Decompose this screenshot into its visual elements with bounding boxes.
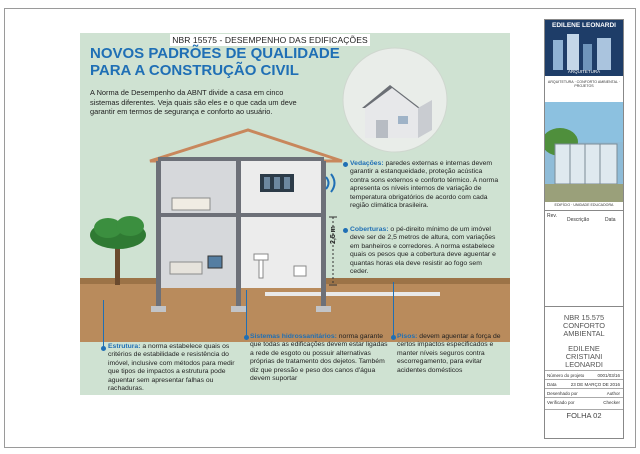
dimension-label: 2,5 m (330, 226, 337, 244)
info-value: Checker (603, 400, 620, 405)
hidro-connector (246, 290, 247, 335)
rev-header-rev: Rev. (547, 213, 557, 219)
author-name (545, 345, 623, 368)
info-label: Verificado por (547, 400, 575, 405)
annotation-hidro-text: norma garante que todas as edificações devem estar ligadas a rede de esgoto ou possuir alternativas próprias de tratamento dos dejetos. Também diz que pressão e peso dos canos d'água devem suportar (250, 333, 388, 383)
annotation-coberturas-head: Coberturas: (350, 226, 389, 233)
banner-title: NBR 15575 - DESEMPENHO DAS EDIFICAÇÕES (170, 34, 370, 46)
annotation-pisos (397, 333, 507, 375)
project-name (545, 314, 623, 337)
estrutura-marker (101, 346, 106, 351)
annotation-vedacoes (350, 160, 500, 210)
annotation-hidro-head: Sistemas hidrossanitários: (250, 333, 337, 340)
coberturas-marker (343, 228, 348, 233)
logo-name: EDILENE LEONARDI (552, 22, 616, 29)
office-logo (545, 20, 623, 76)
project-line-1: NBR 15.575 (563, 313, 605, 322)
info-label: Desenhado por (547, 391, 578, 396)
sofa (170, 262, 202, 274)
project-line-2: CONFORTO (562, 320, 606, 330)
sink (254, 254, 268, 260)
annotation-vedacoes-text: paredes externas e internas devem garantir a estanqueidade, proteção acústica contra sons externos e conforto térmico. A norma apresenta os níveis internos de variação de temperatura obrigatórios de acordo com cada região climática brasileira. (350, 160, 499, 210)
annotation-coberturas-text: o pé-direito mínimo de um imóvel deve ser de 2,5 metros de altura, com variações em banheiros e corredores. A norma estabelece quais os pesos que a cobertura deve aguentar e quantas horas ela deve resistir ao fogo sem ceder. (350, 226, 496, 276)
office-caption: ARQUITETURA · CONFORTO AMBIENTAL · PROJETOS (547, 80, 621, 88)
annotation-estrutura-text: a norma estabelece quais os critérios de estabilidade e resistência do imóvel, inclusive com métodos para medir que tipos de impactos a estrutura pode aguentar sem apresentar falhas ou rachaduras. (108, 343, 235, 393)
sheet-number: FOLHA 02 (545, 409, 623, 420)
pisos-marker (391, 335, 396, 340)
rev-header-desc: Descrição (567, 217, 590, 223)
pisos-connector (393, 282, 394, 335)
drain-pipe (265, 292, 440, 296)
annotation-pisos-text: devem aguentar a força de certos impactos especificados e manter níveis seguros contra escorregamento, para evitar acidentes domésticos (397, 333, 501, 374)
vedacoes-marker (343, 162, 348, 167)
house-section (150, 130, 342, 312)
revision-table (545, 210, 623, 307)
hidro-marker (244, 335, 249, 340)
annotation-estrutura (108, 343, 240, 393)
project-line-3: AMBIENTAL (563, 328, 605, 338)
tv (208, 256, 222, 268)
info-value: 23 DE MARÇO DE 2016 (570, 382, 620, 387)
city-skyline-image (545, 20, 623, 76)
sound-waves-icon (326, 174, 335, 192)
annotation-vedacoes-head: Vedações: (350, 160, 384, 167)
author-line-1: EDILENE (568, 344, 600, 353)
annotation-estrutura-head: Estrutura: (108, 343, 141, 350)
author-line-3: LEONARDI (565, 359, 603, 369)
info-row-checked-by (545, 397, 623, 407)
annotation-pisos-head: Pisos: (397, 333, 418, 340)
rev-header-date: Data (605, 217, 616, 223)
estrutura-connector (103, 300, 104, 346)
title-line-1: NOVOS PADRÕES DE QUALIDADE (90, 45, 340, 62)
project-photo (545, 102, 623, 202)
info-label: Número do projeto (547, 373, 585, 378)
info-label: Data (547, 382, 557, 387)
annotation-coberturas (350, 226, 500, 276)
toilet (294, 266, 306, 276)
tree (90, 216, 146, 285)
info-value: Author (606, 391, 620, 396)
annotation-hidrossanitarios (250, 333, 388, 383)
author-line-2: CRISTIANI (565, 351, 603, 361)
intro-text: A Norma de Desempenho da ABNT divide a casa em cinco sistemas diferentes. Veja quais são eles e o que cada um deve garantir em termos de segurança e conforto ao usuário. (90, 88, 297, 117)
bed (172, 198, 210, 210)
info-value: 0001/03/16 (597, 373, 620, 378)
photo-caption: EDIFÍCIO · UNIDADE EDUCADORA (554, 203, 614, 207)
title-line-2: PARA A CONSTRUÇÃO CIVIL (90, 62, 299, 79)
logo-subtitle: ARQUITETURA (567, 69, 601, 74)
